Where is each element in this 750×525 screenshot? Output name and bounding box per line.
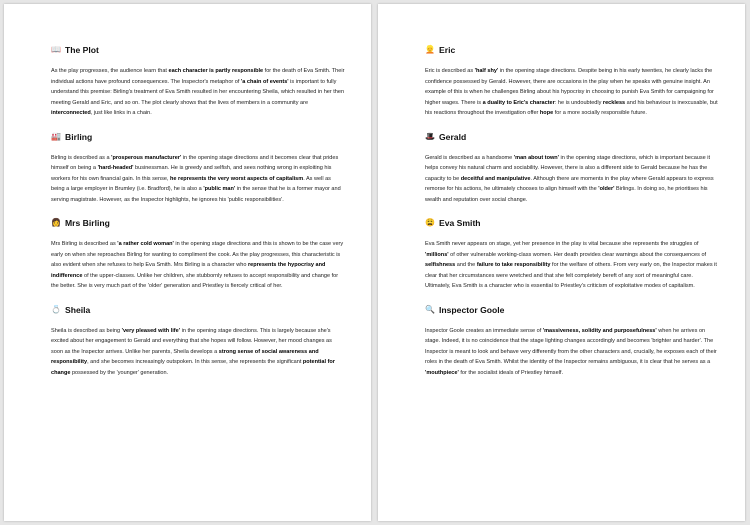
text-run: in the opening stage directions. This is largely because she's excited about her engagement to Gerald and everything that she hopes will follow. However, her mood changes as soon as the Inspector arrives. Unlike her parents, Sheila develops a (51, 327, 332, 355)
section-birling (51, 131, 345, 206)
worried-face-icon: 😩 (425, 218, 435, 227)
text-run: possessed by the 'younger' generation. (70, 369, 169, 376)
bold-phrase: 'hard-headed' (97, 165, 134, 171)
section-paragraph (51, 153, 345, 206)
text-run: : he is undoubtedly (554, 99, 603, 106)
text-run: for the welfare of others. From very early on, the Inspector makes it clear that her circumstances were wretched and that she felt completely bereft of any sort of meaningful care. Ultimately, Eva Smith is a character who is essential to Priestley's criticism of exploitative modes of capitalism. (425, 262, 717, 289)
text-run: Inspector Goole creates an immediate sense of (425, 327, 543, 334)
text-run: , and she becomes increasingly outspoken. In this sense, she represents the significant (87, 359, 303, 365)
text-run: , just like links in a chain. (90, 110, 152, 116)
text-run: for the death of Eva Smith. Their individual actions have profound consequences. The Inspector's metaphor of (51, 68, 345, 85)
section-inspector-goole (425, 304, 719, 379)
section-title: Birling (65, 131, 93, 142)
section-paragraph (51, 66, 345, 119)
section-heading (51, 217, 345, 229)
section-title: Inspector Goole (439, 304, 505, 315)
young-man-icon: 👱 (425, 45, 435, 54)
text-run: As the play progresses, the audience learn that (51, 68, 169, 74)
text-run: Eric is described as (425, 68, 475, 74)
text-run: for the socialist ideals of Priestley himself. (458, 369, 563, 376)
section-heading (51, 44, 345, 56)
section-mrs-birling (51, 217, 345, 292)
text-run: Gerald is described as a handsome (425, 154, 514, 161)
bold-phrase: each character is partly responsible (168, 68, 264, 74)
page-right (378, 4, 745, 521)
section-eva-smith (425, 217, 719, 292)
bold-phrase: 'man about town' (513, 154, 559, 161)
section-eric (425, 44, 719, 119)
text-run: in the sense that he is a former mayor and serving magistrate. However, as the Inspector highlights, he ignores his 'public responsibilities'. (51, 186, 341, 203)
section-sheila (51, 304, 345, 379)
section-heading (425, 217, 719, 229)
bold-phrase: 'very pleased with life' (121, 327, 181, 334)
bold-phrase: hope (539, 110, 554, 116)
bold-phrase: he represents the very worst aspects of capitalism (170, 175, 304, 182)
bold-phrase: represents the hypocrisy and indifference (51, 262, 326, 279)
bold-phrase: reckless (602, 99, 626, 106)
section-title: Eva Smith (439, 218, 481, 228)
section-gerald (425, 131, 719, 206)
section-title: Eric (439, 45, 456, 55)
top-hat-icon: 🎩 (425, 131, 435, 141)
bold-phrase: a duality to Eric's character (482, 99, 555, 106)
section-heading (425, 304, 719, 316)
text-run: in the opening stage directions and it becomes clear that prides himself on being a (51, 154, 339, 171)
text-run: for a more socially responsible future. (553, 110, 647, 116)
section-title: Mrs Birling (65, 218, 110, 228)
section-title: The Plot (65, 45, 99, 55)
bold-phrase: potential for change (51, 359, 335, 376)
bold-phrase: strong sense of social awareness and responsibility (51, 348, 319, 365)
bold-phrase: failure to take responsibility (476, 262, 551, 268)
ring-icon: 💍 (51, 304, 61, 314)
section-paragraph (425, 153, 719, 206)
text-run: businessman. He is greedy and selfish, and sees nothing wrong in exploiting his workers for his own financial gain. In this sense, (51, 165, 332, 182)
text-run: and his behaviour is inexcusable, but his reactions throughout the investigation offer (425, 99, 718, 116)
text-run: Sheila is described as being (51, 327, 122, 334)
bold-phrase: selfishness (425, 262, 456, 268)
magnifying-glass-icon: 🔍 (425, 304, 435, 314)
bold-phrase: 'a chain of events' (240, 78, 289, 85)
text-run: Birling is described as a (51, 154, 112, 161)
section-heading (425, 131, 719, 143)
text-run: Mrs Birling is described as (51, 241, 118, 247)
text-run: in the opening stage directions. Despite being in his early twenties, he clearly lacks the confidence possessed by Gerald. However, there are occasions in the play when he speaks with genuine insight. An example of this is when he challenges Birling about his hypocrisy in choosing to punish Eva Smith for campaigning for higher wages. There is (425, 68, 714, 106)
bold-phrase: 'prosperous manufacturer' (111, 154, 182, 161)
text-run: Eva Smith never appears on stage, yet her presence in the play is vital because she represents the struggles of (425, 241, 699, 247)
text-run: of other vulnerable working-class women. Her death provides clear warnings about the consequences of (448, 251, 707, 258)
factory-icon: 🏭 (51, 131, 61, 141)
section-heading (51, 304, 345, 316)
section-heading (51, 131, 345, 143)
text-run: in the opening stage directions, which is important because it helps convey his natural charm and sociability. However, there is also a different side to Gerald because he has the capacity to be (425, 154, 711, 182)
text-run: Birlings. In doing so, he prioritises his wealth and reputation over social change. (425, 186, 708, 203)
text-run: when he arrives on stage. Indeed, it is no coincidence that the stage lighting changes accordingly and becomes 'brighter and harder'. The Inspector is meant to look and behave very differently from the other characters and, crucially, he exposes each of their roles in the death of Eva Smith. Whilst the identity of the Inspector remains ambiguous, it is clear that he serves as a (425, 327, 717, 365)
bold-phrase: 'mouthpiece' (425, 369, 459, 376)
bold-phrase: 'half shy' (474, 68, 499, 74)
section-paragraph (51, 239, 345, 292)
section-paragraph (425, 326, 719, 379)
bold-phrase: 'public man' (203, 186, 236, 192)
section-paragraph (51, 326, 345, 379)
bold-phrase: 'older' (598, 186, 615, 192)
section-title: Gerald (439, 131, 467, 142)
bold-phrase: 'massiveness, solidity and purposefulness' (542, 327, 657, 334)
section-paragraph (425, 66, 719, 119)
text-run: of the upper-classes. Unlike her children, she stubbornly refuses to accept responsibility and change for the better. She is very much part of the 'older' generation and Priestley is fiercely critical of her. (51, 272, 339, 289)
text-run: . As well as being a large employer in Brumley (i.e. Bradford), he is also a (51, 175, 331, 192)
section-paragraph (425, 239, 719, 292)
page-left (4, 4, 371, 521)
bold-phrase: interconnected (51, 110, 91, 116)
book-icon: 📖 (51, 45, 61, 54)
woman-icon: 👩 (51, 218, 61, 227)
text-run: and the (455, 262, 477, 268)
section-title: Sheila (65, 304, 91, 315)
bold-phrase: 'millions' (425, 251, 449, 258)
bold-phrase: deceitful and manipulative (460, 175, 531, 182)
section-plot (51, 44, 345, 119)
bold-phrase: 'a rather cold woman' (117, 241, 174, 247)
text-run: in the opening stage directions and this is shown to be the case very early on when she reproaches Birling for wanting to compliment the cook. As the play progresses, this characteristic is also evident when she refuses to help Eva Smith. Mrs Birling is a character who (51, 241, 344, 268)
text-run: is important to fully understand this premise: Birling's treatment of Eva Smith resulted in her encountering Sheila, which resulted in her then meeting Gerald and Eric, and so on. The plot clearly shows that the lives of members in a community are (51, 78, 345, 106)
text-run: . Although there are moments in the play where Gerald appears to express remorse for his actions, he ultimately chooses to align himself with the (425, 175, 714, 192)
section-heading (425, 44, 719, 56)
